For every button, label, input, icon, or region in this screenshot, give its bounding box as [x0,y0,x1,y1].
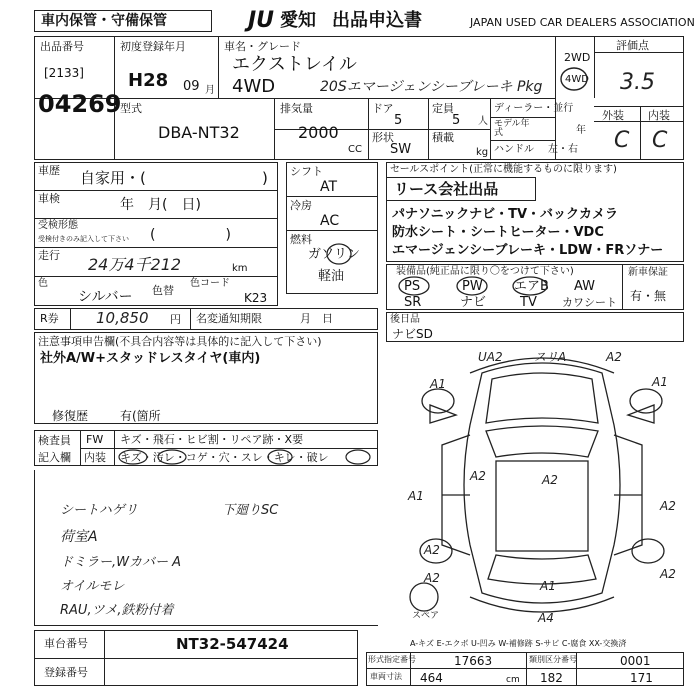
repair-value: 有(箇所 [120,409,161,423]
shift-value: AT [320,179,338,195]
car-name: エクストレイル [232,54,357,75]
repair-label: 修復歴 [52,409,89,423]
dims-unit: cm [506,675,520,685]
recycle-unit: 円 [170,313,181,326]
equip-aw: AW [574,279,596,294]
ext-label: 外装 [602,109,624,122]
fuel-gasoline: ガソリン [308,247,361,262]
mileage-value: 24万4千212 [88,255,182,274]
capacity-value: 5 [452,113,461,128]
type-no-value: 17663 [454,654,493,668]
int-inspect-items: キズ・汚レ・コゲ・穴・スレ・キレ・破レ [120,451,329,464]
hw-note-3: 荷室A [60,529,98,545]
hw-note-1: シートハゲリ [60,503,138,518]
capacity-unit: 人 [478,116,488,127]
warranty-value: 有・無 [630,289,667,303]
month-unit: 月 [205,85,215,96]
sales-line-1: パナソニックナビ・TV・バックカメラ [392,207,619,222]
color-code: K23 [244,291,268,305]
handle-options: 左・右 [548,144,578,155]
storage-label: 車内保管・守備保管 [41,13,167,29]
car-label: 車名・グレード [224,40,301,53]
equipment-label: 装備品(純正品に限り〇をつけて下さい) [396,266,574,277]
spare-label: スペア [412,611,440,621]
equip-ps: PS [404,279,421,294]
dmg-top-right: A2 [606,350,622,364]
dmg-mark-10: A1 [540,579,556,593]
doors-label: ドア [372,102,394,115]
ext-score: C [614,128,630,153]
color-change-label: 色替 [152,284,174,297]
shift-label: シフト [290,165,323,178]
equip-pw: PW [462,279,483,294]
int-label: 内装 [648,109,670,122]
dims-label: 車両寸法 [370,672,402,681]
model-value: DBA-NT32 [158,123,240,142]
dmg-mark-9: A2 [424,571,440,585]
dmg-top-center: スリA [534,350,567,364]
2wd-label: 2WD [564,51,591,64]
dims-length: 464 [420,671,443,685]
handle-label: ハンドル [494,144,534,155]
dmg-mark-8: A2 [660,567,676,581]
hw-note-5: オイルモレ [60,579,125,594]
history-value: 自家用・( [80,169,146,187]
equip-sr: SR [404,295,422,310]
int-inspect-label: 内装 [84,451,106,464]
sales-points-title: リース会社出品 [394,180,499,198]
ac-label: 冷房 [290,199,312,212]
int-score: C [652,128,668,153]
gasoline-circle-mark [325,242,353,266]
displacement-value: 2000 [298,123,339,142]
equip-tv: TV [520,295,537,310]
doors-value: 5 [394,113,403,128]
body-value: SW [390,142,412,157]
type-no-label: 形式指定番号 [368,655,416,664]
dmg-mark-4: A2 [542,473,558,487]
ac-value: AC [320,213,340,229]
dmg-mark-11: A4 [538,611,554,625]
dealer-label: ディーラー・並行 [494,103,574,114]
4wd-circle-mark [558,66,590,92]
cert-value: ( ) [150,227,231,243]
fuel-diesel: 軽油 [318,269,345,284]
inspector-entry-label: 記入欄 [38,451,71,464]
notice-label: 名変通知期限 [196,312,262,325]
displacement-unit: CC [348,144,362,155]
cert-label: 受検形態 [38,220,78,231]
inspection-value: 年 月( 日) [120,197,201,213]
score-label: 評価点 [616,39,649,52]
assoc-name: JAPAN USED CAR DEALERS ASSOCIATION [470,16,695,29]
color-label: 色 [38,278,48,289]
fuel-label: 燃料 [290,233,312,246]
load-unit: kg [476,147,489,158]
notes-label: 注意事項申告欄(不具合内容等は具体的に記入して下さい) [38,335,322,348]
inspector-circle-marks [114,448,378,466]
body-label: 形状 [372,131,394,144]
first-reg-label: 初度登録年月 [120,40,186,53]
recycle-value: 10,850 [96,309,149,327]
equip-navi: ナビ [460,295,487,310]
lot-label: 出品番号 [40,40,84,53]
sales-points-label: セールスポイント(正常に機能するものに限ります) [390,164,617,175]
color-value: シルバー [78,289,133,305]
equip-airbag: エアB [514,279,549,294]
mileage-label: 走行 [38,249,60,262]
4wd-label: 4WD [565,74,589,85]
first-reg-year: H28 [128,70,169,91]
model-year-label: モデル年式 [494,119,530,138]
warranty-label: 新車保証 [628,267,668,278]
form-title: 出品申込書 [332,10,422,31]
hw-note-6: RAU,ツメ,鉄粉付着 [60,603,174,618]
history-close: ) [262,169,268,187]
fw-items: キズ・飛石・ヒビ割・リペア跡・X要 [120,433,304,446]
notice-value: 月 日 [300,312,333,325]
dmg-top-left: UA2 [478,350,503,364]
equipment-circle-marks [396,274,596,296]
mileage-unit: km [232,263,248,274]
lot-number: 04269 [38,90,122,118]
model-label: 型式 [120,102,142,115]
score-value: 3.5 [620,70,655,95]
lot-sub: [2133] [44,66,84,80]
chassis-label: 車台番号 [44,637,88,650]
chassis-number: NT32-547424 [176,635,289,653]
year-unit: 年 [576,125,586,136]
car-grade: 20Sエマージェンシーブレーキ Pkg [320,79,543,95]
inspection-label: 車検 [38,192,60,205]
dmg-mark-7: A2 [424,543,440,557]
history-label: 車歴 [38,164,60,177]
damage-legend: A-キズ E-エクボ U-凹み W-補修跡 S-サビ C-腐食 XX-交換済 [410,639,627,648]
notes-value: 社外A/W+スタッドレスタイヤ(車内) [40,351,261,366]
class-no-value: 0001 [620,654,651,668]
org-name: 愛知 [280,10,316,31]
equip-leather: カワシート [562,296,617,309]
dmg-mark-3: A2 [470,469,486,483]
class-no-label: 類別区分番号 [529,655,577,664]
color-code-label: 色コード [190,278,230,289]
dims-width: 182 [540,671,563,685]
dmg-mark-1: A1 [430,377,446,391]
hw-note-2: 下廻りSC [222,503,279,518]
load-label: 積載 [432,131,454,144]
dmg-mark-5: A1 [408,489,424,503]
first-reg-month: 09 [183,79,200,94]
car-drive: 4WD [232,76,276,97]
recycle-label: R券 [40,312,59,325]
storage-box [34,10,212,32]
ju-logo: JU [248,8,275,33]
hw-note-4: ドミラー,Wカバー A [60,555,182,570]
capacity-label: 定員 [432,102,454,115]
displacement-label: 排気量 [280,102,313,115]
fw-label: FW [86,433,104,446]
dims-height: 171 [630,671,653,685]
dmg-mark-2: A1 [652,375,668,389]
aftermarket-value: ナビSD [392,327,433,341]
inspector-label: 検査員 [38,434,71,447]
sales-line-2: 防水シート・シートヒーター・VDC [392,225,604,240]
reg-label: 登録番号 [44,666,88,679]
sales-line-3: エマージェンシーブレーキ・LDW・FRソナー [392,243,664,258]
dmg-mark-6: A2 [660,499,676,513]
cert-sub: 受検付きのみ記入して下さい [38,235,129,243]
aftermarket-label: 後日品 [390,314,420,325]
